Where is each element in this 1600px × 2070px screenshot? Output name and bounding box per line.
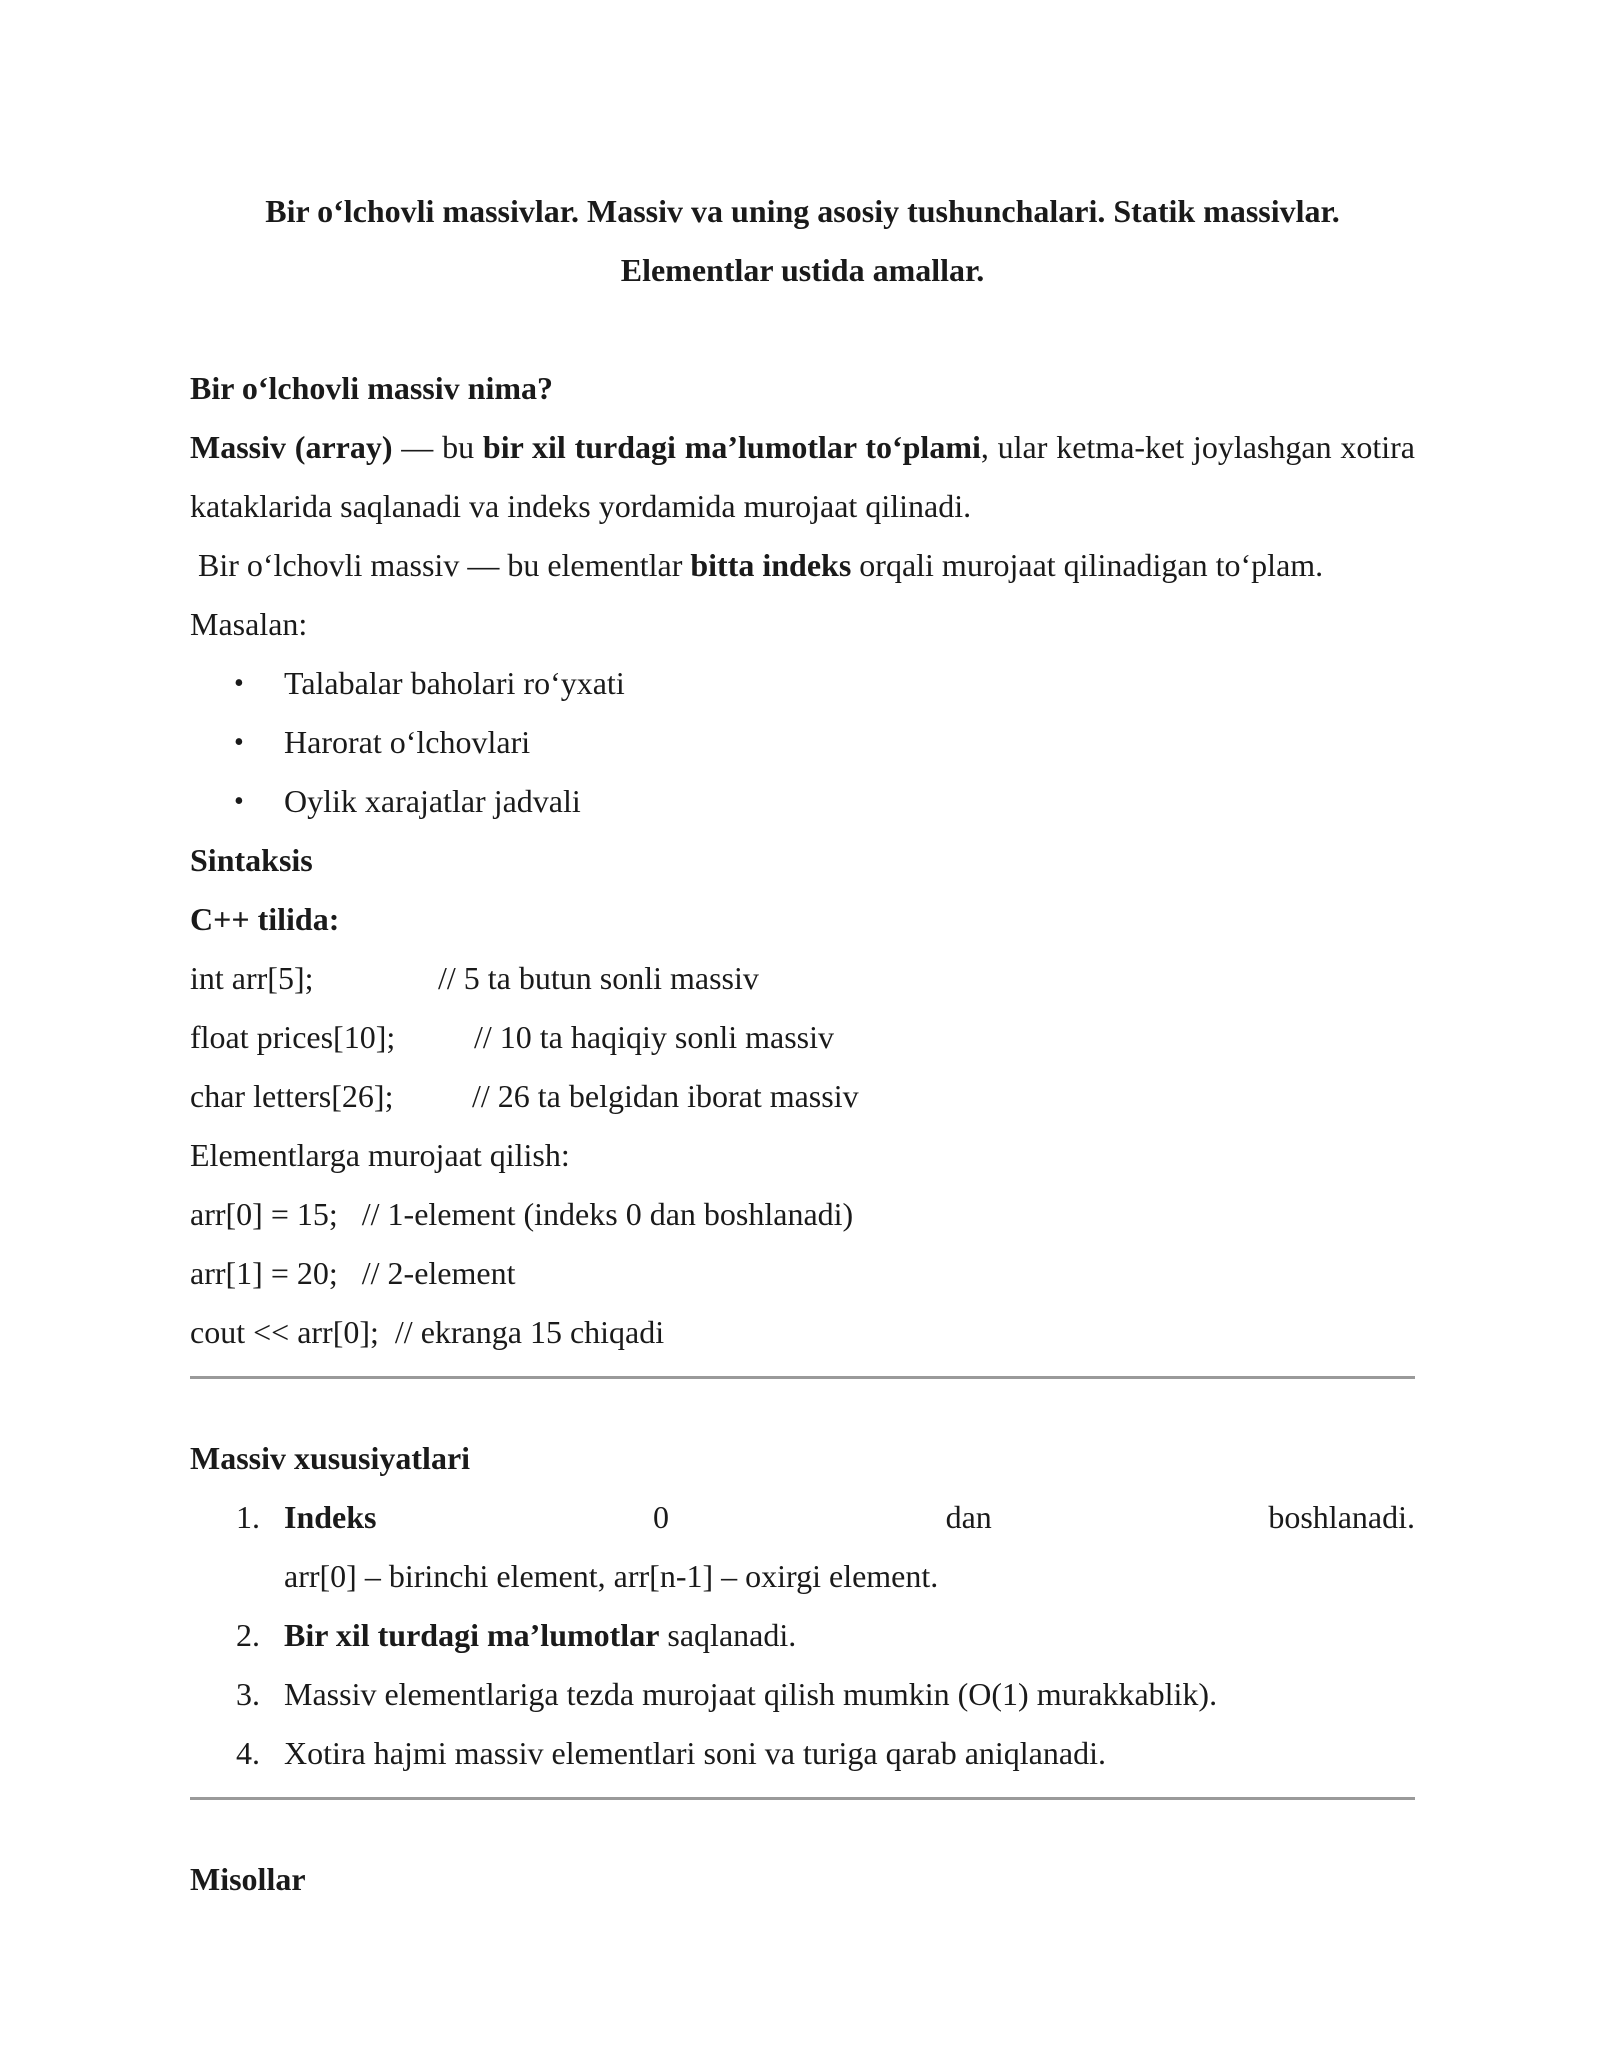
code-declaration-char: char letters[26]; // 26 ta belgidan iborat massiv bbox=[190, 1067, 1415, 1126]
code-access-line-3: cout << arr[0]; // ekranga 15 chiqadi bbox=[190, 1314, 665, 1350]
list-item: • Oylik xarajatlar jadvali bbox=[190, 772, 1415, 831]
code-access-line-1: arr[0] = 15; // 1-element (indeks 0 dan boshlanadi) bbox=[190, 1196, 854, 1232]
bullet-icon: • bbox=[234, 668, 244, 699]
bullet-icon: • bbox=[234, 786, 244, 817]
code-access-line-2: arr[1] = 20; // 2-element bbox=[190, 1255, 516, 1291]
section-heading-syntax: Sintaksis bbox=[190, 842, 313, 878]
access-label: Elementlarga murojaat qilish: bbox=[190, 1137, 570, 1173]
section-heading-examples: Misollar bbox=[190, 1861, 306, 1897]
list-item: 2. Bir xil turdagi ma’lumotlar saqlanadi. bbox=[236, 1617, 797, 1653]
document-title-line-1: Bir o‘lchovli massivlar. Massiv va uning asosiy tushunchalari. Statik massivlar. bbox=[265, 193, 1340, 229]
document-page bbox=[190, 182, 1415, 1909]
bullet-icon: • bbox=[234, 727, 244, 758]
properties-list bbox=[190, 1488, 1415, 1783]
list-item: • Talabalar baholari ro‘yxati bbox=[190, 654, 1415, 713]
code-comment: // 5 ta butun sonli massiv bbox=[438, 960, 759, 996]
code-comment: // 10 ta haqiqiy sonli massiv bbox=[474, 1019, 834, 1055]
list-item: 4. Xotira hajmi massiv elementlari soni va turiga qarab aniqlanadi. bbox=[236, 1735, 1106, 1771]
code-declaration-int: int arr[5]; // 5 ta butun sonli massiv bbox=[190, 949, 1415, 1008]
term-single-index: bitta indeks bbox=[690, 547, 852, 583]
example-bullet-list bbox=[190, 654, 1415, 831]
section-heading-properties: Massiv xususiyatlari bbox=[190, 1440, 471, 1476]
code-comment: // 26 ta belgidan iborat massiv bbox=[472, 1078, 859, 1114]
code-declaration-float: float prices[10]; // 10 ta haqiqiy sonli massiv bbox=[190, 1008, 1415, 1067]
list-item: • Harorat o‘lchovlari bbox=[190, 713, 1415, 772]
definition-paragraph: Massiv (array) — bu bir xil turdagi ma’lumotlar to‘plami, ular ketma-ket joylashgan xotira kataklarida saqlanadi va indeks yordamida murojaat qilinadi. bbox=[190, 429, 1416, 524]
section-heading-what-is-array: Bir o‘lchovli massiv nima? bbox=[190, 370, 553, 406]
list-item: 1. Indeks 0 dan boshlanadi. arr[0] – birinchi element, arr[n-1] – oxirgi element. bbox=[236, 1499, 1415, 1594]
document-title-line-2: Elementlar ustida amallar. bbox=[620, 252, 985, 288]
term-same-type-collection: bir xil turdagi ma’lumotlar to‘plami bbox=[482, 429, 981, 465]
term-array: Massiv (array) bbox=[190, 429, 393, 465]
list-item: 3. Massiv elementlariga tezda murojaat qilish mumkin (O(1) murakkablik). bbox=[236, 1676, 1218, 1712]
one-dimensional-definition: Bir o‘lchovli massiv — bu elementlar bitta indeks orqali murojaat qilinadigan to‘plam. bbox=[190, 547, 1324, 583]
subheading-cpp: C++ tilida: bbox=[190, 901, 340, 937]
example-label: Masalan: bbox=[190, 606, 308, 642]
